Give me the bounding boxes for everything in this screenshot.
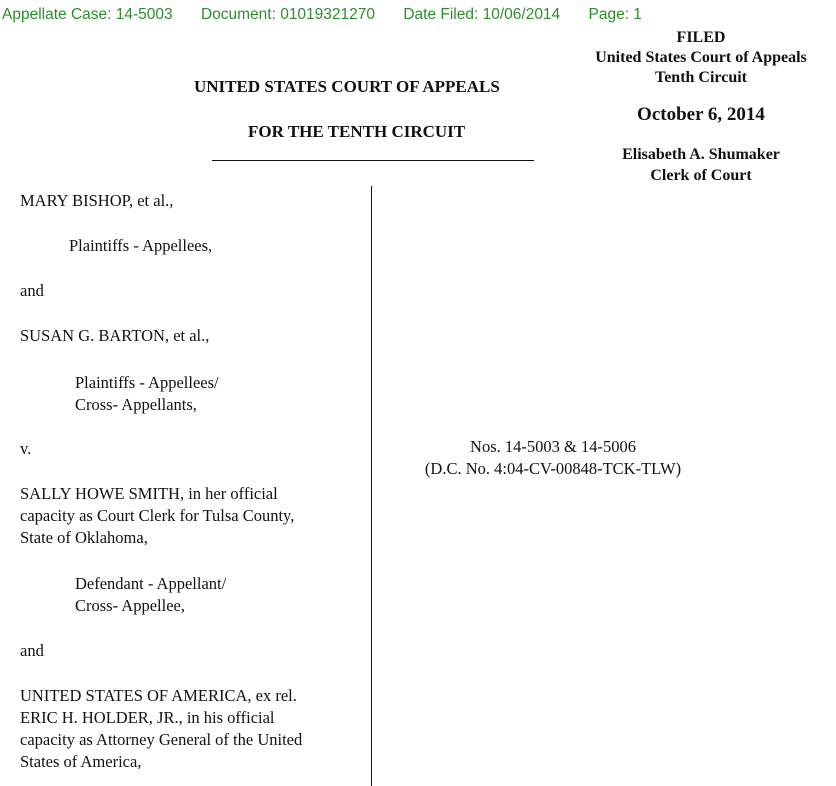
versus: v. xyxy=(20,439,32,458)
party-sally-smith-role-line1: Defendant - Appellant/ xyxy=(75,574,227,593)
clerk-name: Elisabeth A. Shumaker xyxy=(622,146,780,163)
party-susan-barton: SUSAN G. BARTON, et al., xyxy=(20,326,210,345)
party-susan-barton-role-line1: Plaintiffs - Appellees/ xyxy=(75,373,219,392)
caption-divider xyxy=(371,186,372,786)
page-number: Page: 1 xyxy=(588,6,642,23)
circuit-title: FOR THE TENTH CIRCUIT xyxy=(248,122,466,141)
appeal-numbers: Nos. 14-5003 & 14-5006 xyxy=(470,437,636,456)
party-usa-line2: ERIC H. HOLDER, JR., in his official xyxy=(20,708,275,727)
filing-header-stamp xyxy=(2,6,642,24)
district-court-number: (D.C. No. 4:04-CV-00848-TCK-TLW) xyxy=(424,459,682,478)
filed-court-line1: United States Court of Appeals xyxy=(595,49,807,66)
party-mary-bishop-role: Plaintiffs - Appellees, xyxy=(69,236,213,255)
filed-stamp xyxy=(560,28,836,186)
party-usa-line4: States of America, xyxy=(20,752,142,771)
case-numbers xyxy=(398,436,708,480)
party-sally-smith-role-line2: Cross- Appellee, xyxy=(75,596,185,615)
party-sally-smith-line3: State of Oklahoma, xyxy=(20,528,148,547)
title-rule xyxy=(212,160,534,161)
party-usa-line1: UNITED STATES OF AMERICA, ex rel. xyxy=(20,686,297,705)
party-usa-line3: capacity as Attorney General of the United xyxy=(20,730,303,749)
filed-label: FILED xyxy=(676,29,726,46)
appellate-case-number: Appellate Case: 14-5003 xyxy=(2,6,173,23)
conjunction-and-2: and xyxy=(20,641,44,660)
party-sally-smith-line2: capacity as Court Clerk for Tulsa County, xyxy=(20,506,295,525)
conjunction-and-1: and xyxy=(20,281,44,300)
filed-date: October 6, 2014 xyxy=(637,104,765,125)
document-number: Document: 01019321270 xyxy=(200,6,376,23)
date-filed: Date Filed: 10/06/2014 xyxy=(403,6,561,23)
party-mary-bishop: MARY BISHOP, et al., xyxy=(20,191,174,210)
filed-court-line2: Tenth Circuit xyxy=(654,69,747,86)
party-susan-barton-role-line2: Cross- Appellants, xyxy=(75,395,197,414)
clerk-title: Clerk of Court xyxy=(650,167,752,184)
court-title: UNITED STATES COURT OF APPEALS xyxy=(194,77,500,96)
party-sally-smith-line1: SALLY HOWE SMITH, in her official xyxy=(20,484,278,503)
